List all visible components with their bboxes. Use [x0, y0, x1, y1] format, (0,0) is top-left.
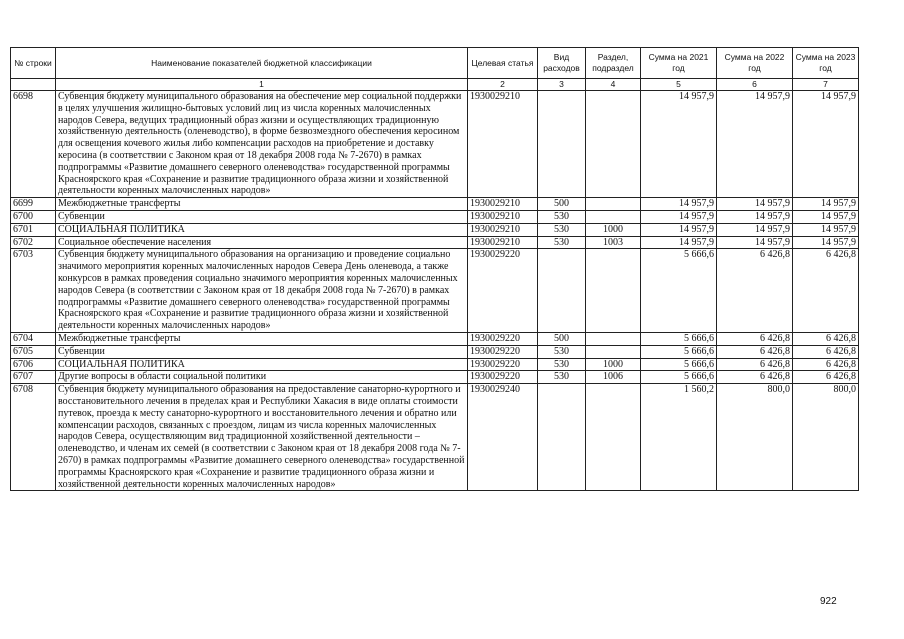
- sum-2022-cell: 6 426,8: [717, 332, 793, 345]
- target-article-cell: 1930029220: [468, 345, 538, 358]
- indicator-name-cell: СОЦИАЛЬНАЯ ПОЛИТИКА: [56, 358, 468, 371]
- expense-type-cell: [538, 384, 586, 491]
- row-number-cell: 6705: [11, 345, 56, 358]
- row-number-cell: 6708: [11, 384, 56, 491]
- sum-2022-cell: 6 426,8: [717, 371, 793, 384]
- sum-2021-cell: 5 666,6: [641, 345, 717, 358]
- header-row-number: № строки: [11, 48, 56, 79]
- row-number-cell: 6698: [11, 91, 56, 198]
- header-target-article: Целевая статья: [468, 48, 538, 79]
- table-row: [11, 210, 859, 223]
- indicator-name-cell: Межбюджетные трансферты: [56, 198, 468, 211]
- sum-2021-cell: 14 957,9: [641, 198, 717, 211]
- section-code-cell: 1000: [586, 358, 641, 371]
- sum-2022-cell: 6 426,8: [717, 249, 793, 333]
- expense-type-cell: 530: [538, 223, 586, 236]
- sum-2023-cell: 6 426,8: [793, 358, 859, 371]
- sum-2022-cell: 14 957,9: [717, 236, 793, 249]
- page-number: 922: [820, 596, 837, 607]
- sum-2023-cell: 14 957,9: [793, 91, 859, 198]
- section-code-cell: [586, 198, 641, 211]
- target-article-cell: 1930029210: [468, 210, 538, 223]
- sum-2023-cell: 14 957,9: [793, 236, 859, 249]
- table-row: [11, 384, 859, 491]
- indicator-name-cell: Субвенции: [56, 345, 468, 358]
- sum-2023-cell: 14 957,9: [793, 198, 859, 211]
- sum-2022-cell: 6 426,8: [717, 345, 793, 358]
- section-code-cell: 1003: [586, 236, 641, 249]
- row-number-cell: 6704: [11, 332, 56, 345]
- sum-2021-cell: 5 666,6: [641, 249, 717, 333]
- target-article-cell: 1930029210: [468, 91, 538, 198]
- row-number-cell: 6701: [11, 223, 56, 236]
- budget-table: [10, 47, 859, 491]
- sum-2023-cell: 14 957,9: [793, 223, 859, 236]
- sum-2022-cell: 14 957,9: [717, 198, 793, 211]
- sum-2023-cell: 14 957,9: [793, 210, 859, 223]
- table-row: [11, 198, 859, 211]
- header-section: Раздел, подраздел: [586, 48, 641, 79]
- sum-2023-cell: 6 426,8: [793, 371, 859, 384]
- table-body: [11, 91, 859, 491]
- column-number: 7: [793, 79, 859, 91]
- expense-type-cell: 500: [538, 332, 586, 345]
- expense-type-cell: 530: [538, 345, 586, 358]
- sum-2021-cell: 14 957,9: [641, 236, 717, 249]
- column-number-blank: [11, 79, 56, 91]
- column-number: 5: [641, 79, 717, 91]
- expense-type-cell: 500: [538, 198, 586, 211]
- sum-2022-cell: 14 957,9: [717, 91, 793, 198]
- sum-2021-cell: 14 957,9: [641, 91, 717, 198]
- header-row: [11, 48, 859, 79]
- target-article-cell: 1930029220: [468, 249, 538, 333]
- section-code-cell: 1000: [586, 223, 641, 236]
- sum-2021-cell: 5 666,6: [641, 332, 717, 345]
- sum-2021-cell: 1 560,2: [641, 384, 717, 491]
- table-row: [11, 236, 859, 249]
- column-number: 6: [717, 79, 793, 91]
- section-code-cell: 1006: [586, 371, 641, 384]
- target-article-cell: 1930029220: [468, 371, 538, 384]
- indicator-name-cell: Субвенция бюджету муниципального образования на обеспечение мер социальной поддержки в целях улучшения жилищно-бытовых условий лиц из числа коренных малочисленных народов Севера, ведущих традиционный образ жизни и осуществляющих традиционную хозяйственную деятельность (оленеводство), в форме безвозмездного обеспечения керосином для освещения кочевого жилья либо компенсации расходов на приобретение и доставку керосина (в соответствии с Законом края от 18 декабря 2008 года № 7-2670) в рамках подпрограммы «Развитие домашнего северного оленеводства» государственной программы Красноярского края «Сохранение и развитие традиционного образа жизни и хозяйственной деятельности коренных малочисленных народов»: [56, 91, 468, 198]
- indicator-name-cell: Другие вопросы в области социальной политики: [56, 371, 468, 384]
- indicator-name-cell: Межбюджетные трансферты: [56, 332, 468, 345]
- row-number-cell: 6707: [11, 371, 56, 384]
- sum-2022-cell: 14 957,9: [717, 223, 793, 236]
- header-expense-type: Вид расходов: [538, 48, 586, 79]
- sum-2022-cell: 800,0: [717, 384, 793, 491]
- table-row: [11, 371, 859, 384]
- column-number: 2: [468, 79, 538, 91]
- table-row: [11, 358, 859, 371]
- row-number-cell: 6699: [11, 198, 56, 211]
- section-code-cell: [586, 345, 641, 358]
- indicator-name-cell: Субвенция бюджету муниципального образования на организацию и проведение социально значимого мероприятия коренных малочисленных народов Севера День оленевода, а также конкурсов в рамках проведения социально значимого мероприятия коренных малочисленных народов Севера (в соответствии с Законом края от 18 декабря 2008 года № 7-2670) в рамках подпрограммы «Развитие домашнего северного оленеводства» государственной программы Красноярского края «Сохранение и развитие традиционного образа жизни и хозяйственной деятельности коренных малочисленных народов»: [56, 249, 468, 333]
- sum-2021-cell: 5 666,6: [641, 371, 717, 384]
- sum-2022-cell: 6 426,8: [717, 358, 793, 371]
- table-row: [11, 345, 859, 358]
- sum-2023-cell: 6 426,8: [793, 345, 859, 358]
- sum-2021-cell: 14 957,9: [641, 210, 717, 223]
- header-sum-2022: Сумма на 2022 год: [717, 48, 793, 79]
- expense-type-cell: 530: [538, 371, 586, 384]
- section-code-cell: [586, 384, 641, 491]
- table-row: [11, 332, 859, 345]
- column-number-row: [11, 79, 859, 91]
- row-number-cell: 6700: [11, 210, 56, 223]
- indicator-name-cell: Социальное обеспечение населения: [56, 236, 468, 249]
- sum-2023-cell: 800,0: [793, 384, 859, 491]
- row-number-cell: 6706: [11, 358, 56, 371]
- header-sum-2021: Сумма на 2021 год: [641, 48, 717, 79]
- indicator-name-cell: Субвенция бюджету муниципального образования на предоставление санаторно-курортного и восстановительного лечения в пределах края и Республики Хакасия в виде оплаты стоимости путевок, проезда к месту санаторно-курортного и восстановительного лечения и обратно или компенсации расходов, связанных с проездом, лицам из числа коренных малочисленных народов Севера, осуществляющим вид традиционной хозяйственной деятельности – оленеводство, и членам их семей (в соответствии с Законом края от 18 декабря 2008 года № 7-2670) в рамках подпрограммы «Развитие домашнего северного оленеводства» государственной программы Красноярского края «Сохранение и развитие традиционного образа жизни и хозяйственной деятельности коренных малочисленных народов»: [56, 384, 468, 491]
- expense-type-cell: 530: [538, 236, 586, 249]
- row-number-cell: 6702: [11, 236, 56, 249]
- header-sum-2023: Сумма на 2023 год: [793, 48, 859, 79]
- section-code-cell: [586, 91, 641, 198]
- sum-2023-cell: 6 426,8: [793, 249, 859, 333]
- table-row: [11, 223, 859, 236]
- sum-2022-cell: 14 957,9: [717, 210, 793, 223]
- sum-2021-cell: 5 666,6: [641, 358, 717, 371]
- target-article-cell: 1930029220: [468, 358, 538, 371]
- expense-type-cell: 530: [538, 210, 586, 223]
- target-article-cell: 1930029240: [468, 384, 538, 491]
- table-row: [11, 91, 859, 198]
- indicator-name-cell: СОЦИАЛЬНАЯ ПОЛИТИКА: [56, 223, 468, 236]
- section-code-cell: [586, 210, 641, 223]
- target-article-cell: 1930029220: [468, 332, 538, 345]
- expense-type-cell: [538, 91, 586, 198]
- target-article-cell: 1930029210: [468, 223, 538, 236]
- target-article-cell: 1930029210: [468, 236, 538, 249]
- sum-2023-cell: 6 426,8: [793, 332, 859, 345]
- row-number-cell: 6703: [11, 249, 56, 333]
- target-article-cell: 1930029210: [468, 198, 538, 211]
- column-number: 4: [586, 79, 641, 91]
- expense-type-cell: 530: [538, 358, 586, 371]
- section-code-cell: [586, 249, 641, 333]
- indicator-name-cell: Субвенции: [56, 210, 468, 223]
- table-row: [11, 249, 859, 333]
- expense-type-cell: [538, 249, 586, 333]
- sum-2021-cell: 14 957,9: [641, 223, 717, 236]
- header-indicator-name: Наименование показателей бюджетной классификации: [56, 48, 468, 79]
- section-code-cell: [586, 332, 641, 345]
- column-number: 1: [56, 79, 468, 91]
- column-number: 3: [538, 79, 586, 91]
